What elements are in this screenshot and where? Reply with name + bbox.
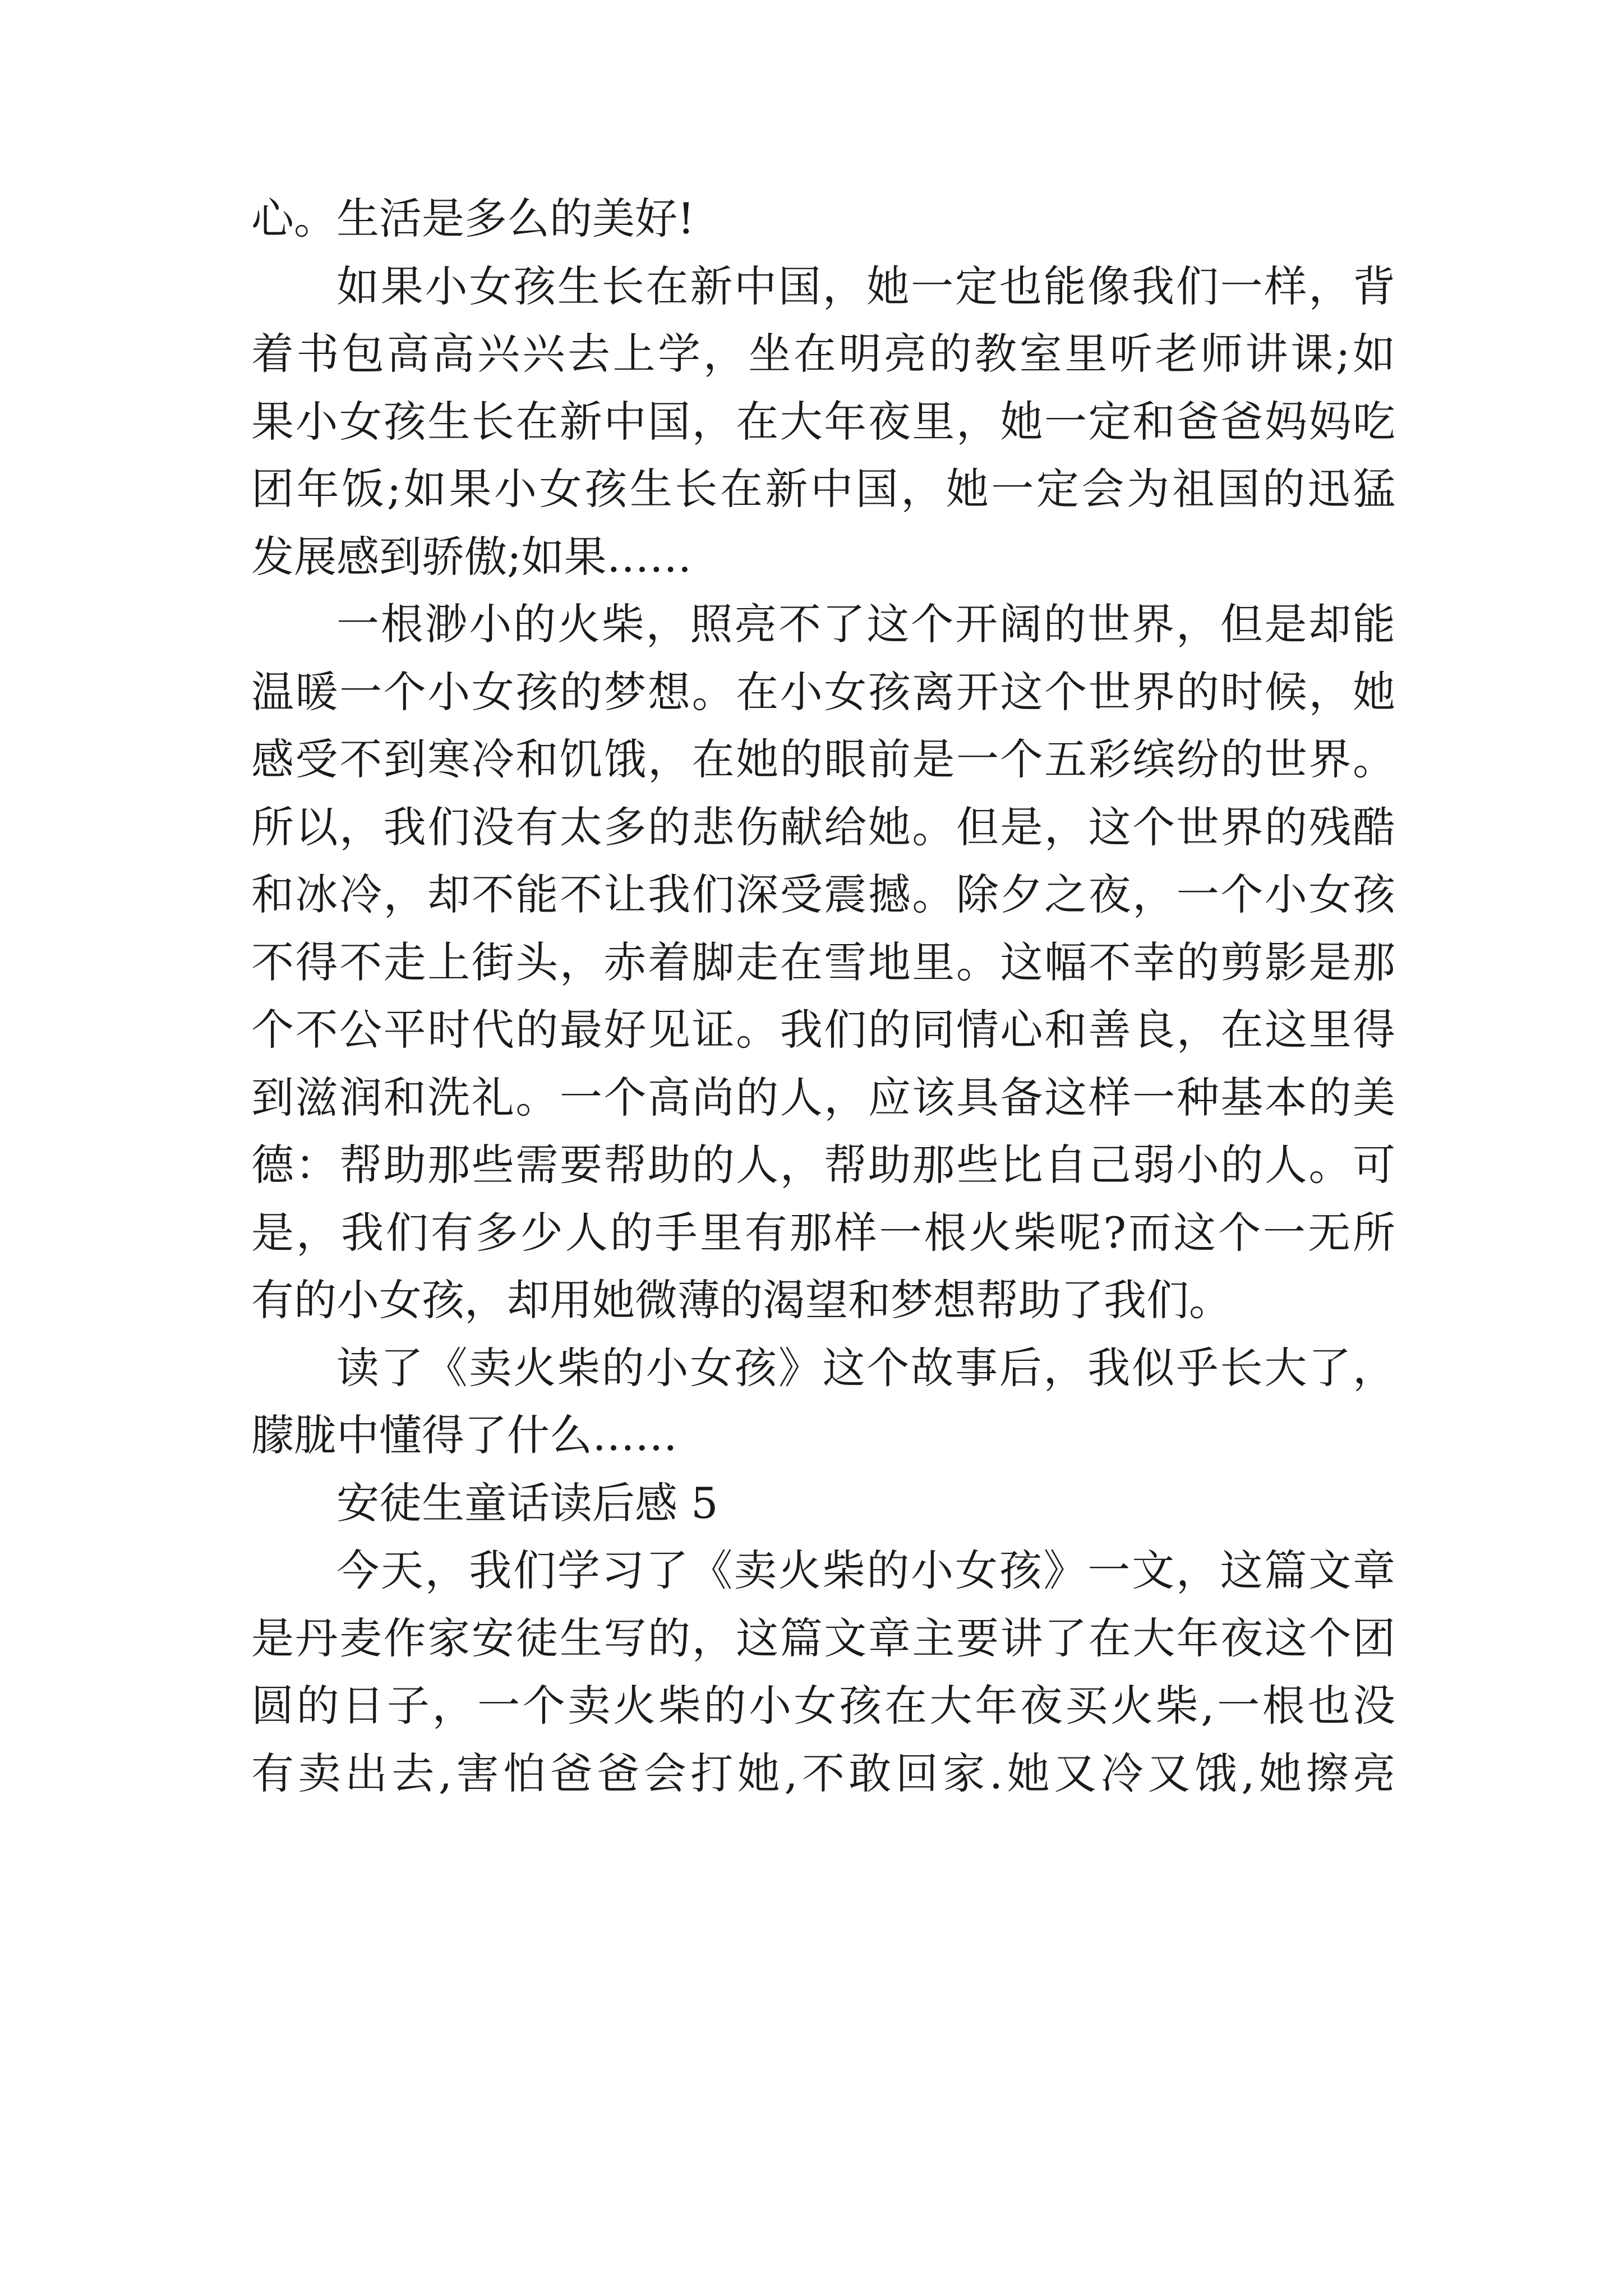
text-line: 个不公平时代的最好见证。我们的同情心和善良，在这里得 — [251, 1005, 1395, 1055]
text-line: 果小女孩生长在新中国，在大年夜里，她一定和爸爸妈妈吃 — [251, 396, 1395, 447]
text-line: 今天，我们学习了《卖火柴的小女孩》一文，这篇文章 — [336, 1545, 1395, 1595]
text-line: 一根渺小的火柴，照亮不了这个开阔的世界，但是却能 — [336, 599, 1395, 649]
text-line: 德：帮助那些需要帮助的人，帮助那些比自己弱小的人。可 — [251, 1140, 1395, 1190]
text-line: 感受不到寒冷和饥饿，在她的眼前是一个五彩缤纷的世界。 — [251, 734, 1395, 784]
text-line: 朦胧中懂得了什么…… — [251, 1410, 677, 1460]
text-line: 不得不走上街头，赤着脚走在雪地里。这幅不幸的剪影是那 — [251, 937, 1395, 987]
text-line: 读了《卖火柴的小女孩》这个故事后，我似乎长大了， — [336, 1342, 1395, 1393]
text-line: 着书包高高兴兴去上学，坐在明亮的教室里听老师讲课;如 — [251, 329, 1395, 379]
text-line: 温暖一个小女孩的梦想。在小女孩离开这个世界的时候，她 — [251, 666, 1395, 717]
text-line: 如果小女孩生长在新中国，她一定也能像我们一样，背 — [336, 261, 1395, 311]
text-line: 发展感到骄傲;如果…… — [251, 531, 692, 582]
text-line: 有卖出去,害怕爸爸会打她,不敢回家.她又冷又饿,她擦亮 — [251, 1748, 1395, 1798]
text-line: 安徒生童话读后感 5 — [336, 1478, 718, 1528]
text-line: 有的小女孩，却用她微薄的渴望和梦想帮助了我们。 — [251, 1275, 1232, 1325]
text-line: 心。生活是多么的美好! — [251, 194, 695, 243]
text-line: 团年饭;如果小女孩生长在新中国，她一定会为祖国的迅猛 — [251, 464, 1395, 514]
text-line: 和冰冷，却不能不让我们深受震撼。除夕之夜，一个小女孩 — [251, 869, 1395, 919]
text-line: 所以，我们没有太多的悲伤献给她。但是，这个世界的残酷 — [251, 802, 1395, 852]
text-line: 是，我们有多少人的手里有那样一根火柴呢?而这个一无所 — [251, 1207, 1395, 1258]
text-line: 到滋润和洗礼。一个高尚的人，应该具备这样一种基本的美 — [251, 1072, 1395, 1122]
text-line: 圆的日子，一个卖火柴的小女孩在大年夜买火柴,一根也没 — [251, 1681, 1395, 1731]
text-line: 是丹麦作家安徒生写的，这篇文章主要讲了在大年夜这个团 — [251, 1613, 1395, 1663]
body-text — [251, 185, 1395, 1807]
